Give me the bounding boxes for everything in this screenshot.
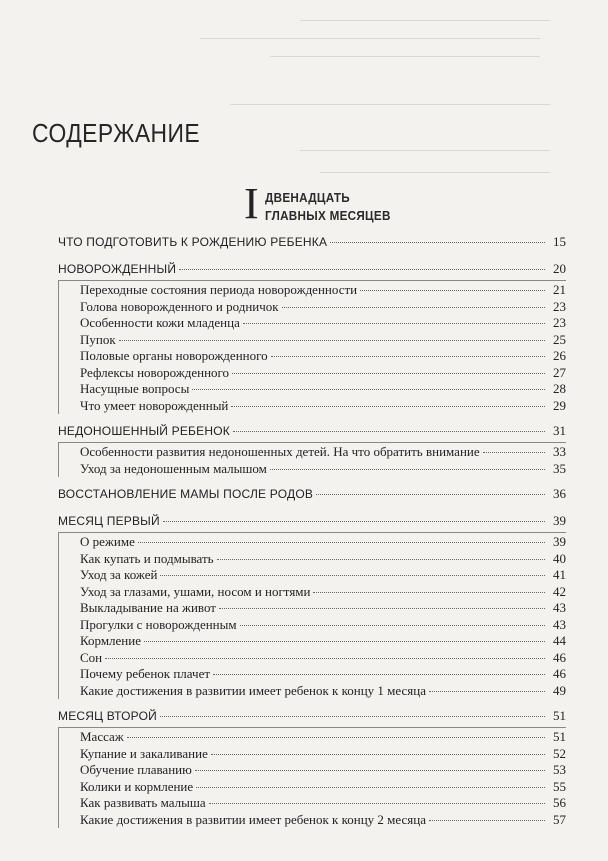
entry-page-number: 26 [553,348,566,363]
entry-page-number: 53 [553,762,566,777]
dot-leader [217,559,545,560]
entry-title: Обучение плаванию [80,762,192,777]
toc-entry[interactable] [80,633,566,650]
toc-entry[interactable] [80,795,566,812]
section-page-number: 36 [553,486,566,501]
entry-page-number: 33 [553,444,566,459]
toc-section [58,486,566,504]
entry-page-number: 23 [553,315,566,330]
entry-page-number: 41 [553,567,566,582]
entry-page-number: 43 [553,600,566,615]
dot-leader [192,389,545,390]
toc-section [58,234,566,252]
toc-section [58,423,566,477]
toc-section [58,261,566,414]
dot-leader [316,494,545,495]
toc-entry[interactable] [80,299,566,316]
entry-title: Массаж [80,729,124,744]
dot-leader [360,290,545,291]
dot-leader [213,674,545,675]
dot-leader [144,641,545,642]
dot-leader [282,307,545,308]
entry-page-number: 43 [553,616,566,632]
entry-title: Особенности развития недоношенных детей. На что обратить внимание [80,444,480,459]
entry-title: Как купать и подмывать [80,550,214,566]
toc-entry[interactable] [80,348,566,365]
entry-title: Особенности кожи младенца [80,315,240,330]
entry-title: Уход за глазами, ушами, носом и ногтями [80,583,311,599]
entry-page-number: 52 [553,745,566,761]
dot-leader [209,803,545,804]
toc-section-heading[interactable] [58,261,566,279]
entry-page-number: 27 [553,364,566,380]
toc-entry[interactable] [80,600,566,617]
entry-title: Сон [80,649,103,665]
dot-leader [179,269,545,270]
section-title: МЕСЯЦ ВТОРОЙ [58,709,157,723]
entry-title: Кормление [80,633,141,648]
section-title: ЧТО ПОДГОТОВИТЬ К РОЖДЕНИЮ РЕБЕНКА [58,235,328,249]
dot-leader [233,431,545,432]
part-heading [244,179,444,228]
entry-page-number: 25 [553,331,566,347]
entry-page-number: 40 [553,550,566,566]
toc-entry[interactable] [80,332,566,349]
entry-title: Насущные вопросы [80,381,190,396]
dot-leader [105,658,545,659]
toc-section [58,513,566,699]
toc-entry[interactable] [80,729,566,746]
bleed-through-shadow [0,0,608,200]
section-page-number: 20 [553,261,566,276]
section-title: ВОССТАНОВЛЕНИЕ МАМЫ ПОСЛЕ РОДОВ [58,487,314,501]
entry-title: Купание и закаливание [80,745,208,761]
toc-subsection-list [58,727,566,828]
toc-entry[interactable] [80,365,566,382]
toc-entry[interactable] [80,534,566,551]
entry-title: Колики и кормление [80,778,194,794]
dot-leader [270,469,545,470]
dot-leader [232,373,545,374]
toc-entry[interactable] [80,650,566,667]
table-of-contents [58,234,566,828]
toc-section-heading[interactable] [58,708,566,726]
entry-page-number: 56 [553,795,566,810]
toc-section [58,708,566,828]
toc-entry[interactable] [80,315,566,332]
toc-entry[interactable] [80,381,566,398]
entry-page-number: 23 [553,298,566,314]
entry-page-number: 35 [553,460,566,476]
entry-title: Какие достижения в развитии имеет ребенок к концу 2 месяца [80,811,426,827]
section-page-number: 39 [553,513,566,528]
dot-leader [196,787,545,788]
entry-title: Почему ребенок плачет [80,666,211,681]
entry-title: Уход за кожей [80,567,158,582]
entry-page-number: 51 [553,729,566,744]
dot-leader [330,242,545,243]
entry-page-number: 57 [553,811,566,827]
page-title: СОДЕРЖАНИЕ [32,118,201,148]
entry-page-number: 39 [553,534,566,549]
dot-leader [243,323,545,324]
entry-page-number: 49 [553,682,566,698]
toc-section-heading[interactable] [58,423,566,441]
toc-entry[interactable] [80,812,566,829]
part-title-line-2: ГЛАВНЫХ МЕСЯЦЕВ [265,208,391,223]
toc-entry[interactable] [80,617,566,634]
toc-entry[interactable] [80,746,566,763]
entry-page-number: 42 [553,583,566,599]
entry-page-number: 46 [553,649,566,665]
dot-leader [231,406,545,407]
dot-leader [240,625,545,626]
toc-entry[interactable] [80,762,566,779]
dot-leader [163,521,545,522]
section-title: МЕСЯЦ ПЕРВЫЙ [58,514,160,528]
toc-entry[interactable] [80,584,566,601]
toc-section-heading[interactable] [58,234,566,252]
toc-subsection-list [58,532,566,699]
dot-leader [119,340,545,341]
toc-entry[interactable] [80,398,566,415]
dot-leader [138,542,545,543]
dot-leader [483,452,545,453]
entry-page-number: 29 [553,397,566,413]
entry-page-number: 21 [553,282,566,297]
section-page-number: 31 [553,423,566,438]
toc-entry[interactable] [80,444,566,461]
entry-page-number: 44 [553,633,566,648]
toc-entry[interactable] [80,683,566,700]
entry-title: Пупок [80,331,116,347]
toc-entry[interactable] [80,551,566,568]
toc-entry[interactable] [80,567,566,584]
dot-leader [429,691,545,692]
toc-subsection-list [58,280,566,414]
toc-entry[interactable] [80,666,566,683]
toc-section-heading[interactable] [58,486,566,504]
entry-title: Переходные состояния периода новорожденности [80,282,358,297]
section-title: НЕДОНОШЕННЫЙ РЕБЕНОК [58,424,230,438]
entry-page-number: 28 [553,381,566,396]
dot-leader [219,608,545,609]
toc-entry[interactable] [80,282,566,299]
dot-leader [211,754,545,755]
entry-title: Как развивать малыша [80,795,206,810]
dot-leader [271,356,545,357]
entry-page-number: 55 [553,778,566,794]
toc-subsection-list [58,442,566,477]
entry-title: Какие достижения в развитии имеет ребенок к концу 1 месяца [80,682,426,698]
entry-title: О режиме [80,534,135,549]
toc-section-heading[interactable] [58,513,566,531]
dot-leader [160,716,545,717]
part-title-line-1: ДВЕНАДЦАТЬ [265,190,350,205]
dot-leader [313,592,545,593]
entry-title: Рефлексы новорожденного [80,364,230,380]
dot-leader [429,820,545,821]
toc-entry[interactable] [80,461,566,478]
section-title: НОВОРОЖДЕННЫЙ [58,262,177,276]
dot-leader [160,575,545,576]
entry-title: Голова новорожденного и родничок [80,298,279,314]
entry-title: Выкладывание на живот [80,600,216,615]
entry-page-number: 46 [553,666,566,681]
section-page-number: 15 [553,234,566,249]
entry-title: Половые органы новорожденного [80,348,268,363]
dot-leader [127,737,545,738]
part-numeral: I [244,179,259,228]
entry-title: Уход за недоношенным малышом [80,460,267,476]
dot-leader [195,770,545,771]
toc-entry[interactable] [80,779,566,796]
entry-title: Прогулки с новорожденным [80,616,237,632]
entry-title: Что умеет новорожденный [80,397,229,413]
section-page-number: 51 [553,708,566,723]
